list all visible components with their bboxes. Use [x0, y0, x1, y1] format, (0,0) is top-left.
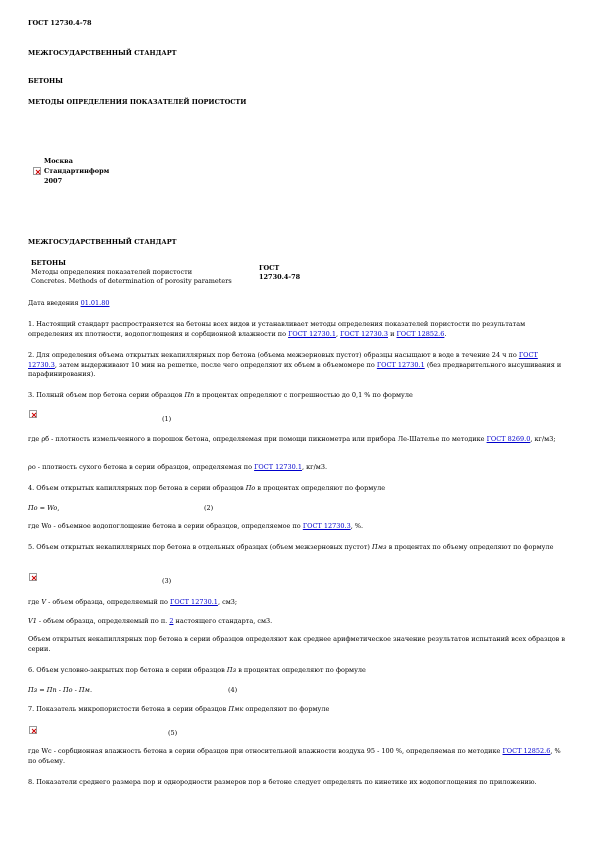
- paragraph-8: 8. Показатели среднего размера пор и однородности размеров пор в бетоне следует определять по кинетике их водопоглощения по приложению.: [28, 778, 537, 786]
- p5-where1-text2: - объем образца, определяемый по: [48, 598, 168, 606]
- link-gost-12730-3[interactable]: ГОСТ 12730.3: [28, 351, 538, 369]
- p7-where-text2: , % по объему.: [28, 747, 561, 765]
- p4-where-text1: где Wo - объемное водопоглощение бетона в серии образцов, определяемое по: [28, 522, 301, 530]
- p1-and: и: [390, 329, 395, 338]
- p7-where: [28, 747, 566, 766]
- title-ru: Методы определения показателей пористости: [31, 268, 193, 276]
- p2-text2: , затем выдерживают 10 мин на решетке, после чего определяют их объем в объемомере по: [54, 360, 375, 369]
- p5-where1-text3: , см3;: [217, 598, 238, 606]
- link-gost-12852-6[interactable]: ГОСТ 12852.6: [502, 747, 551, 755]
- p5-text2: в процентах по объему определяют по формуле: [388, 543, 554, 551]
- p5-where-2: [28, 617, 272, 627]
- p3-where-2: [28, 463, 327, 473]
- paragraph-4: [28, 484, 385, 494]
- formula-5-number: (5): [168, 729, 178, 737]
- link-gost-12730-1[interactable]: ГОСТ 12730.1: [288, 329, 336, 338]
- formula-1-number: (1): [162, 415, 172, 423]
- paragraph-1: 1. Настоящий стандарт распространяется на бетоны всех видов и устанавливает методы определения показателей пористости по результатам определения их плотности, водопоглощения и сорбционной влажности по ГОСТ 12730.1, ГОСТ 12730.3 и ГОСТ 12852.6.: [28, 320, 526, 338]
- doc-code: ГОСТ 12730.4-78: [28, 19, 92, 27]
- formula-5-image-icon: [29, 726, 37, 734]
- p5-where-1: [28, 598, 237, 608]
- p3-where2-text1: ρo - плотность сухого бетона в серии образцов, определяемая по: [28, 463, 253, 471]
- link-gost-8269-0[interactable]: ГОСТ 8269.0: [486, 435, 531, 443]
- link-gost-12730-3[interactable]: ГОСТ 12730.3: [302, 522, 351, 530]
- p1-text: 1. Настоящий стандарт распространяется на бетоны всех видов и устанавливает методы определения показателей пористости по результатам определения их плотности, водопоглощения и сорбционной влажности по: [28, 320, 526, 338]
- p7-var: Пмк: [228, 705, 244, 713]
- publisher-city: Москва: [44, 157, 73, 165]
- p4-text2: в процентах определяют по формуле: [257, 484, 386, 492]
- p4-where: [28, 522, 363, 532]
- p5-where2-var: V1: [28, 617, 37, 625]
- link-gost-12730-3[interactable]: ГОСТ 12730.3: [340, 329, 388, 338]
- formula-3-number: (3): [162, 577, 172, 585]
- page-title: МЕТОДЫ ОПРЕДЕЛЕНИЯ ПОКАЗАТЕЛЕЙ ПОРИСТОСТИ: [28, 98, 247, 106]
- p4-text1: 4. Объем открытых капиллярных пор бетона в серии образцов: [28, 484, 244, 492]
- paragraph-3: [28, 391, 413, 401]
- p3-text2: в процентах определяют с погрешностью до 0,1 % по формуле: [196, 391, 413, 399]
- publisher-name: Стандартинформ: [44, 167, 110, 175]
- paragraph-2: [28, 351, 566, 380]
- p4-where-text2: , %.: [350, 522, 364, 530]
- formula-4: Пз = Пп - По - Пм.: [28, 686, 93, 694]
- p5-where2-text1: - объем образца, определяемый по п.: [38, 617, 168, 625]
- subject: БЕТОНЫ: [28, 77, 63, 85]
- p3-text1: 3. Полный объем пор бетона серии образцов: [28, 391, 183, 399]
- p5-where1-var: V: [41, 598, 47, 606]
- subject-2: БЕТОНЫ: [31, 259, 66, 267]
- p7-text2: определяют по формуле: [245, 705, 330, 713]
- title-en: Concretes. Methods of determination of porosity parameters: [31, 277, 232, 285]
- formula-1-image-icon: [29, 410, 37, 418]
- intro-date-label: Дата введения: [28, 299, 79, 307]
- p5-where2-text2: настоящего стандарта, см3.: [175, 617, 273, 625]
- formula-2: По = Wo,: [28, 504, 60, 512]
- paragraph-6: [28, 666, 366, 676]
- link-gost-12852-6[interactable]: ГОСТ 12852.6: [396, 329, 445, 338]
- p5-where1-text1: где: [28, 598, 40, 606]
- link-gost-12730-1[interactable]: ГОСТ 12730.1: [376, 360, 425, 369]
- formula-2-number: (2): [204, 504, 214, 512]
- p2-text3: (без предварительного высушивания и парафинирования).: [28, 360, 562, 378]
- intro-date: [28, 299, 110, 309]
- standard-type-2: МЕЖГОСУДАРСТВЕННЫЙ СТАНДАРТ: [28, 238, 177, 246]
- p1-end: .: [444, 329, 447, 338]
- p6-text2: в процентах определяют по формуле: [238, 666, 366, 674]
- gost-label: ГОСТ: [259, 264, 280, 272]
- gost-number: 12730.4-78: [259, 273, 301, 281]
- p5-note: Объем открытых некапиллярных пор бетона в серии образцов определяют как среднее арифметическое значение результатов испытаний всех образцов в серии.: [28, 635, 566, 653]
- formula-4-number: (4): [228, 686, 238, 694]
- link-gost-12730-1[interactable]: ГОСТ 12730.1: [254, 463, 302, 471]
- p3-var: Пп: [184, 391, 195, 399]
- link-paragraph-2[interactable]: 2: [169, 617, 174, 625]
- formula-3-image-icon: [29, 573, 37, 581]
- p3-where-1: [28, 435, 566, 445]
- intro-date-value[interactable]: 01.01.80: [80, 299, 110, 307]
- paragraph-5: [28, 543, 566, 553]
- p5-text1: 5. Объем открытых некапиллярных пор бетона в отдельных образцах (объем межзерновых пустот): [28, 543, 370, 551]
- link-gost-12730-1[interactable]: ГОСТ 12730.1: [170, 598, 218, 606]
- p6-text1: 6. Объем условно-закрытых пор бетона в серии образцов: [28, 666, 225, 674]
- p5-var: Пмз: [372, 543, 387, 551]
- p7-where-text1: где Wс - сорбционная влажность бетона в серии образцов при относительной влажности воздуха 95 - 100 %, определяемая по методике: [28, 747, 501, 755]
- publisher-year: 2007: [44, 177, 63, 185]
- p4-var: По: [245, 484, 256, 492]
- p6-var: Пз: [226, 666, 237, 674]
- p2-text1: 2. Для определения объема открытых некапиллярных пор бетона (объема межзерновых пустот) образцы насыщают в воде в течение 24 ч по: [28, 351, 517, 359]
- paragraph-7: [28, 705, 329, 715]
- p3-where1-text1: где ρб - плотность измельченного в порошок бетона, определяемая при помощи пикнометра или прибора Ле-Шателье по методике: [28, 435, 485, 443]
- p3-where1-text2: , кг/м3;: [530, 435, 556, 443]
- broken-image-icon: [33, 167, 41, 175]
- standard-type: МЕЖГОСУДАРСТВЕННЫЙ СТАНДАРТ: [28, 49, 177, 57]
- p3-where2-text2: , кг/м3.: [301, 463, 328, 471]
- p7-text1: 7. Показатель микропористости бетона в серии образцов: [28, 705, 227, 713]
